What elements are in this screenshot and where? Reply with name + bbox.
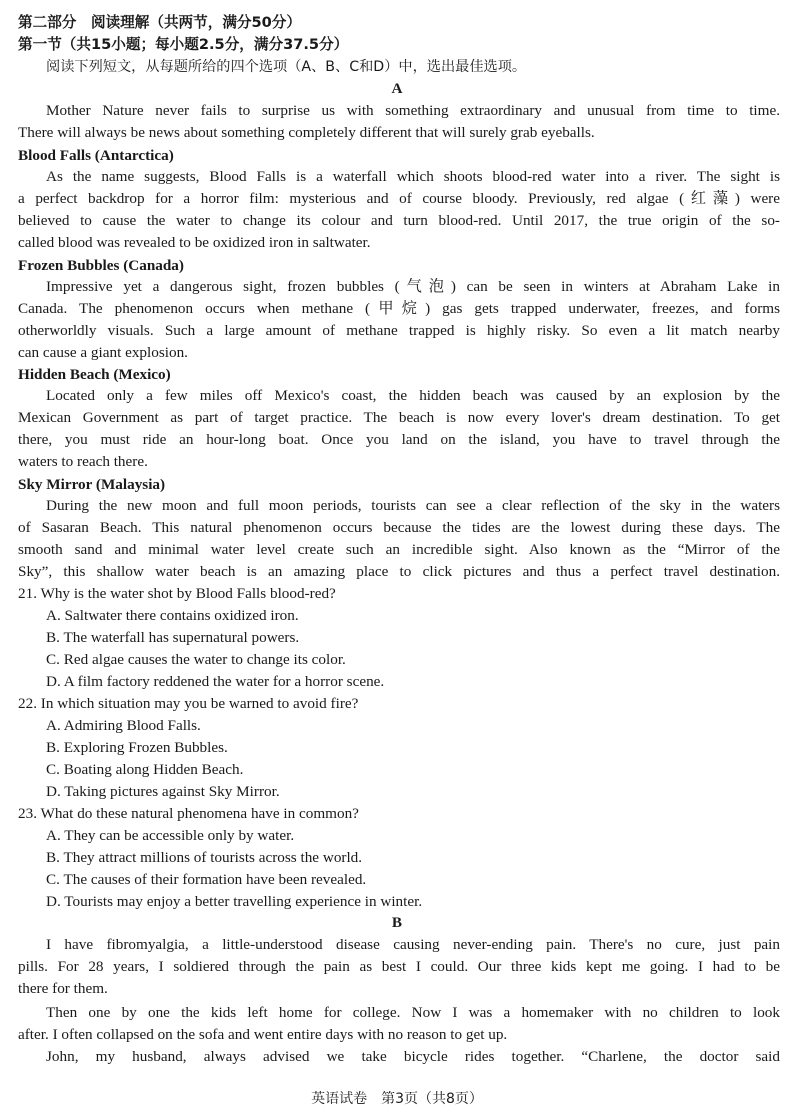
hidden-beach-line: Mexican Government as part of target practice. The beach is now every lover's dream destination. To get	[18, 409, 780, 426]
question-23-option-d: D. Tourists may enjoy a better travelling experience in winter.	[46, 893, 423, 910]
passage-b-line: after. I often collapsed on the sofa and went entire days with no reason to get up.	[18, 1026, 508, 1043]
question-21-option-b: B. The waterfall has supernatural powers.	[46, 629, 300, 646]
frozen-bubbles-line: can cause a giant explosion.	[18, 344, 188, 361]
section-heading-blood-falls: Blood Falls (Antarctica)	[18, 147, 174, 164]
passage-b-line: John, my husband, always advised we take bicycle rides together. “Charlene, the doctor said	[46, 1048, 780, 1065]
question-23-option-a: A. They can be accessible only by water.	[46, 827, 295, 844]
question-21-option-c: C. Red algae causes the water to change its color.	[46, 651, 346, 668]
blood-falls-line: believed to cause the water to change its colour and turn blood-red. Until 2017, the true origin of the so-	[18, 212, 780, 229]
passage-a-intro-line: There will always be news about something completely different that will surely grab eyeballs.	[18, 124, 595, 141]
blood-falls-line: As the name suggests, Blood Falls is a waterfall which shoots blood-red water into a river. The sight is	[46, 168, 780, 185]
question-21-option-d: D. A film factory reddened the water for a horror scene.	[46, 673, 385, 690]
passage-a-label: A	[391, 80, 403, 97]
sky-mirror-line: of Sasaran Beach. This natural phenomenon occurs because the tides are the lowest during these days. The	[18, 519, 780, 536]
blood-falls-line: a perfect backdrop for a horror film: mysterious and of course bloody. Previously, red algae (红藻) were	[18, 190, 780, 207]
hidden-beach-line: waters to reach there.	[18, 453, 148, 470]
frozen-bubbles-line: otherworldly visuals. Such a large amount of methane trapped is highly risky. So even a lit match nearby	[18, 322, 780, 339]
part-heading: 第二部分 阅读理解（共两节，满分50分）	[18, 14, 301, 31]
blood-falls-line: called blood was revealed to be oxidized iron in saltwater.	[18, 234, 371, 251]
passage-b-line: there for them.	[18, 980, 108, 997]
question-22-stem: 22. In which situation may you be warned to avoid fire?	[18, 695, 359, 712]
sky-mirror-line: During the new moon and full moon periods, tourists can see a clear reflection of the sky in the waters	[46, 497, 780, 514]
passage-b-line: I have fibromyalgia, a little-understood disease causing never-ending pain. There's no cure, just pain	[46, 936, 780, 953]
hidden-beach-line: there, you must ride an hour-long boat. Once you land on the island, you have to travel through the	[18, 431, 780, 448]
question-23-option-c: C. The causes of their formation have been revealed.	[46, 871, 367, 888]
question-21-stem: 21. Why is the water shot by Blood Falls blood-red?	[18, 585, 336, 602]
sky-mirror-line: Sky”, this shallow water beach is an amazing place to click pictures and thus a perfect travel destination.	[18, 563, 780, 580]
question-23-option-b: B. They attract millions of tourists across the world.	[46, 849, 363, 866]
frozen-bubbles-line: Canada. The phenomenon occurs when methane (甲烷) gas gets trapped underwater, freezes, and forms	[18, 300, 780, 317]
section-heading-frozen-bubbles: Frozen Bubbles (Canada)	[18, 257, 184, 274]
question-22-option-d: D. Taking pictures against Sky Mirror.	[46, 783, 280, 800]
section-heading-sky-mirror: Sky Mirror (Malaysia)	[18, 476, 166, 493]
page-footer: 英语试卷 第3页（共8页）	[311, 1091, 483, 1107]
passage-b-line: Then one by one the kids left home for college. Now I was a homemaker with no children to look	[46, 1004, 780, 1021]
passage-a-intro-line: Mother Nature never fails to surprise us with something extraordinary and unusual from time to time.	[46, 102, 780, 119]
question-22-option-c: C. Boating along Hidden Beach.	[46, 761, 244, 778]
question-23-stem: 23. What do these natural phenomena have in common?	[18, 805, 359, 822]
passage-b-label: B	[391, 914, 403, 931]
hidden-beach-line: Located only a few miles off Mexico's coast, the hidden beach was caused by an explosion by the	[46, 387, 780, 404]
section-heading-hidden-beach: Hidden Beach (Mexico)	[18, 366, 171, 383]
section-heading: 第一节（共15小题；每小题2.5分，满分37.5分）	[18, 36, 349, 53]
instructions: 阅读下列短文，从每题所给的四个选项（A、B、C和D）中，选出最佳选项。	[46, 59, 527, 75]
question-21-option-a: A. Saltwater there contains oxidized iron.	[46, 607, 299, 624]
sky-mirror-line: smooth sand and minimal water level create such an incredible sight. Also known as the “Mirror of the	[18, 541, 780, 558]
passage-b-line: pills. For 28 years, I soldiered through the pain as best I could. Our three kids kept me going. I had to be	[18, 958, 780, 975]
question-22-option-b: B. Exploring Frozen Bubbles.	[46, 739, 228, 756]
frozen-bubbles-line: Impressive yet a dangerous sight, frozen bubbles (气泡) can be seen in winters at Abraham Lake in	[46, 278, 780, 295]
question-22-option-a: A. Admiring Blood Falls.	[46, 717, 201, 734]
